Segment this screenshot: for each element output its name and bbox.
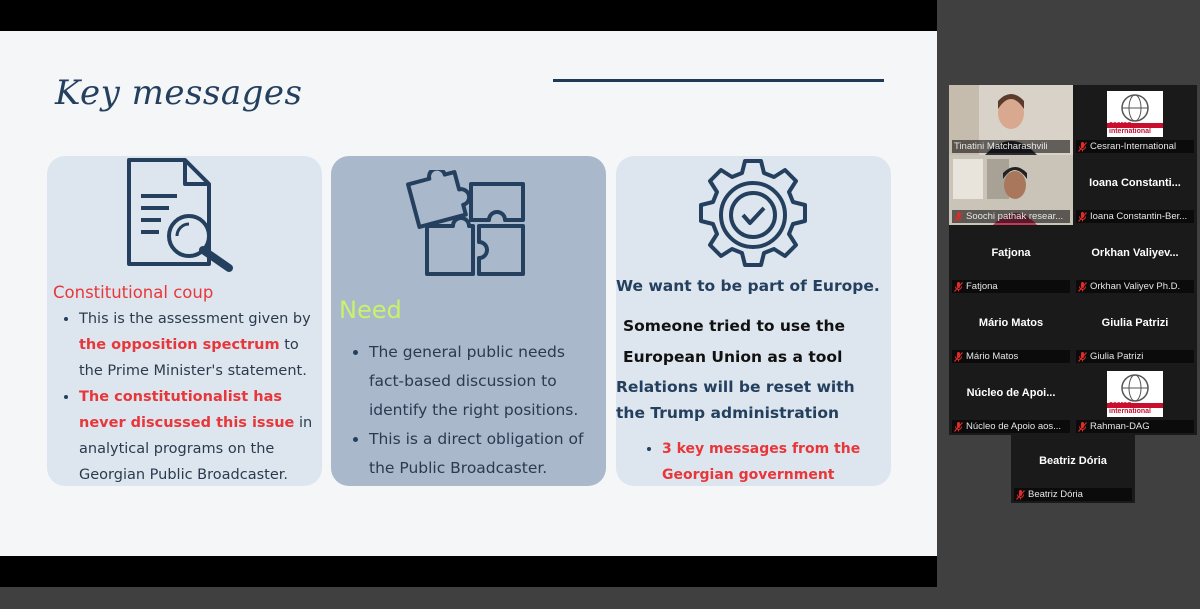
screen-share-top-bar bbox=[0, 0, 937, 31]
muted-mic-icon bbox=[954, 212, 963, 222]
participant-name-label bbox=[1076, 420, 1194, 433]
participant-display-name: Giulia Patrizi bbox=[1101, 317, 1169, 329]
participant-label-text: Rahman-DAG bbox=[1090, 421, 1150, 432]
participant-name-label bbox=[952, 420, 1070, 433]
document-search-icon bbox=[121, 156, 241, 274]
participant-tile[interactable] bbox=[1073, 85, 1197, 155]
card-constitutional-coup bbox=[47, 156, 322, 486]
card-government-messages bbox=[616, 156, 891, 486]
participant-name-label bbox=[1076, 140, 1194, 153]
card1-b1-red: the opposition spectrum bbox=[79, 337, 280, 353]
participant-display-name: Mário Matos bbox=[978, 317, 1044, 329]
card1-b2-red: The constitutionalist has never discussed this issue bbox=[79, 389, 295, 431]
participant-tile[interactable] bbox=[1073, 225, 1197, 295]
card1-b1-text: This is the assessment given by bbox=[79, 311, 311, 327]
participant-name-label bbox=[1014, 488, 1132, 501]
puzzle-icon bbox=[405, 170, 531, 280]
participant-label-text: Mário Matos bbox=[966, 351, 1019, 362]
participant-tile[interactable] bbox=[949, 295, 1073, 365]
card3-bullet: • 3 key messages from the Georgian government bbox=[662, 436, 884, 488]
participant-name-label bbox=[952, 210, 1070, 223]
card1-bullets bbox=[61, 306, 317, 488]
title-rule bbox=[553, 79, 884, 82]
participant-label-text: Núcleo de Apoio aos... bbox=[966, 421, 1062, 432]
card3-bullet-wrap bbox=[644, 436, 884, 488]
participant-label-text: Giulia Patrizi bbox=[1090, 351, 1144, 362]
participant-display-name: Orkhan Valiyev... bbox=[1091, 247, 1179, 259]
card2-bullet-1: • The general public needs fact-based discussion to identify the right positions. bbox=[369, 338, 601, 425]
participant-display-name: Núcleo de Apoi... bbox=[966, 387, 1056, 399]
participant-tile[interactable] bbox=[949, 85, 1073, 155]
muted-mic-icon bbox=[1078, 142, 1087, 152]
participant-tile[interactable] bbox=[1073, 155, 1197, 225]
card-need bbox=[331, 156, 606, 486]
card3-line3: Relations will be reset with the Trump administration bbox=[616, 378, 855, 422]
muted-mic-icon bbox=[954, 422, 963, 432]
participant-label-text: Tinatini Matcharashvili bbox=[954, 141, 1048, 152]
card2-bullets bbox=[351, 338, 601, 483]
card1-heading: Constitutional coup bbox=[53, 283, 214, 302]
logo-text: cesran international bbox=[1109, 121, 1152, 135]
card2-heading: Need bbox=[339, 296, 402, 324]
gear-check-icon bbox=[694, 156, 812, 274]
participant-label-text: Orkhan Valiyev Ph.D. bbox=[1090, 281, 1181, 292]
participant-label-text: Ioana Constantin-Ber... bbox=[1090, 211, 1188, 222]
muted-mic-icon bbox=[1078, 212, 1087, 222]
participant-name-label bbox=[1076, 210, 1194, 223]
participant-display-name: Ioana Constanti... bbox=[1089, 177, 1181, 189]
slide-title: Key messages bbox=[55, 73, 303, 113]
participant-name-label bbox=[952, 280, 1070, 293]
participant-tile[interactable] bbox=[1073, 365, 1197, 435]
muted-mic-icon bbox=[1016, 490, 1025, 500]
card1-b1-post: to the Prime Minister's statement. bbox=[79, 337, 307, 379]
logo-text: cesran international bbox=[1109, 401, 1152, 415]
participant-label-text: Cesran-International bbox=[1090, 141, 1177, 152]
participant-label-text: Fatjona bbox=[966, 281, 998, 292]
participant-label-text: Soochi pathak resear... bbox=[966, 211, 1064, 222]
card3-line1: We want to be part of Europe. bbox=[616, 277, 880, 295]
muted-mic-icon bbox=[1078, 282, 1087, 292]
muted-mic-icon bbox=[954, 352, 963, 362]
cesran-logo bbox=[1107, 91, 1163, 137]
participant-display-name: Beatriz Dória bbox=[1039, 455, 1107, 467]
cesran-logo bbox=[1107, 371, 1163, 417]
participant-display-name: Fatjona bbox=[991, 247, 1031, 259]
card1-bullet-1 bbox=[79, 306, 317, 384]
participant-name-label bbox=[952, 350, 1070, 363]
participant-name-label bbox=[1076, 280, 1194, 293]
card3-line2: Someone tried to use the European Union as a tool bbox=[623, 317, 846, 366]
muted-mic-icon bbox=[1078, 422, 1087, 432]
participant-tile[interactable] bbox=[949, 155, 1073, 225]
card1-b2-post: in analytical programs on the Georgian Public Broadcaster. bbox=[79, 415, 313, 483]
participant-name-label bbox=[1076, 350, 1194, 363]
muted-mic-icon bbox=[954, 282, 963, 292]
muted-mic-icon bbox=[1078, 352, 1087, 362]
participant-tile[interactable] bbox=[949, 365, 1073, 435]
participant-name-label bbox=[952, 140, 1070, 153]
participant-label-text: Beatriz Dória bbox=[1028, 489, 1083, 500]
card1-bullet-2 bbox=[79, 384, 317, 488]
participant-tile[interactable] bbox=[1011, 433, 1135, 503]
card2-bullet-2: • This is a direct obligation of the Public Broadcaster. bbox=[369, 425, 601, 483]
shared-slide bbox=[0, 31, 937, 556]
screen-share-bottom-bar bbox=[0, 556, 937, 587]
participant-tile[interactable] bbox=[949, 225, 1073, 295]
participant-tile[interactable] bbox=[1073, 295, 1197, 365]
